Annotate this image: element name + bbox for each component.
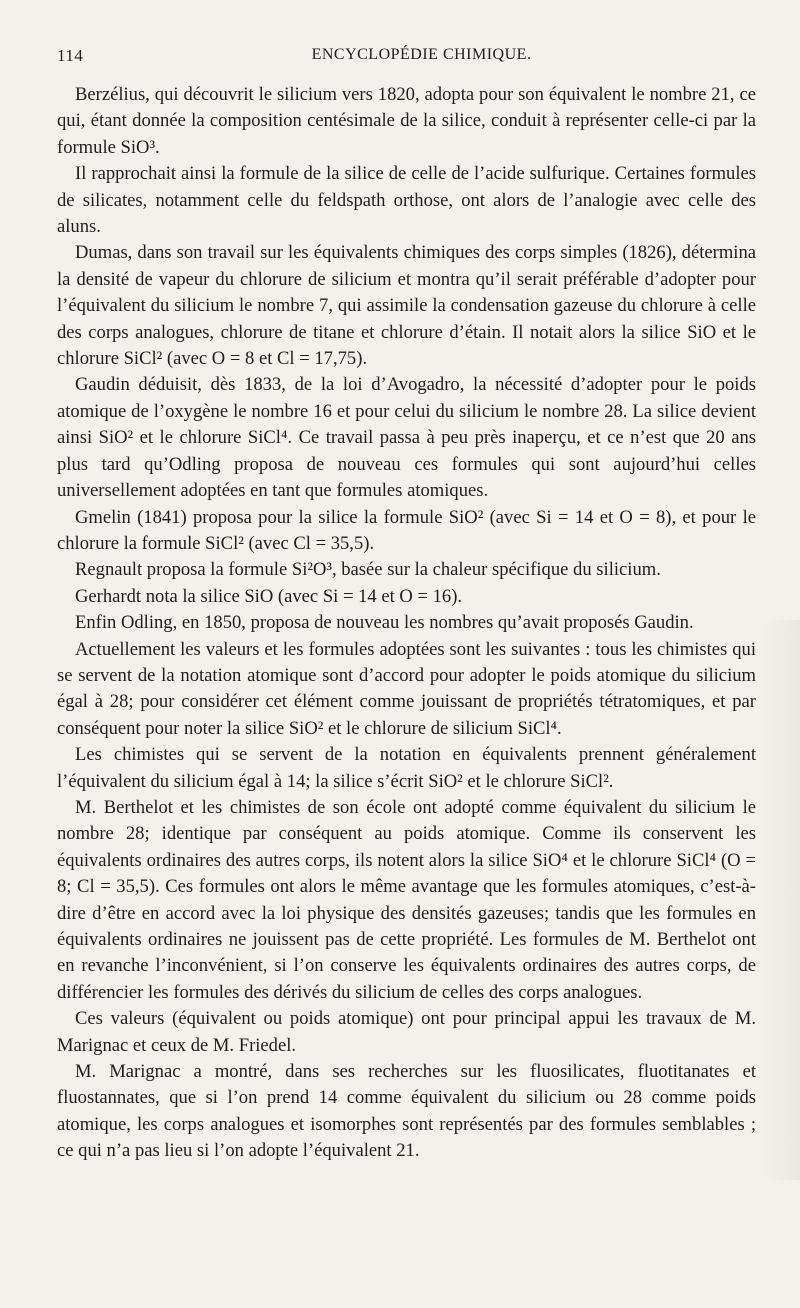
paragraph-gmelin: Gmelin (1841) proposa pour la silice la formule SiO² (avec Si = 14 et O = 8), et pour le chlorure la formule SiCl² (avec Cl = 35,5). [57,506,756,554]
paragraph-supporting-work: Ces valeurs (équivalent ou poids atomique) ont pour principal appui les travaux de M. Marignac et ceux de M. Friedel. [57,1008,756,1056]
page-edge-shadow [764,620,800,1180]
paragraph-sulfuric-analogy: Il rapprochait ainsi la formule de la silice de celle de l’acide sulfurique. Certaines formules de silicates, notamment celle du feldspath orthose, ont alors de l’analogie avec celle des aluns. [57,163,756,238]
paragraph-gaudin: Gaudin déduisit, dès 1833, de la loi d’Avogadro, la nécessité d’adopter pour le poids atomique de l’oxygène le nombre 16 et pour celui du silicium le nombre 28. La silice devient ainsi SiO² et le chlorure SiCl⁴. Ce travail passa à peu près inaperçu, et ce n’est que 20 ans plus tard qu’Odling proposa de nouveau ces formules qui sont aujourd’hui celles universellement adoptées en tant que formules atomiques. [57,374,756,502]
paragraph-berzelius: Berzélius, qui découvrit le silicium vers 1820, adopta pour son équivalent le nombre 21, ce qui, étant donnée la composition centésimale de la silice, conduit à représenter celle-ci par la formule SiO³. [57,84,756,158]
running-title: ENCYCLOPÉDIE CHIMIQUE. [311,46,532,63]
paragraph-regnault: Regnault proposa la formule Si²O³, basée sur la chaleur spécifique du silicium. [75,559,661,581]
paragraph-gerhardt: Gerhardt nota la silice SiO (avec Si = 14 et O = 16). [75,585,463,607]
page-number: 114 [57,46,84,65]
paragraph-current-values: Actuellement les valeurs et les formules adoptées sont les suivantes : tous les chimistes qui se servent de la notation atomique sont d’accord pour adopter le poids atomique du silicium égal à 28; pour considérer cet élément comme jouissant de propriétés tétratomiques, et par conséquent pour noter la silice SiO² et le chlorure de silicium SiCl⁴. [57,638,756,739]
paragraph-berthelot: M. Berthelot et les chimistes de son école ont adopté comme équivalent du silicium le nombre 28; identique par conséquent au poids atomique. Comme ils conservent les équivalents ordinaires des autres corps, ils notent alors la silice SiO⁴ et le chlorure SiCl⁴ (O = 8; Cl = 35,5). Ces formules ont alors le même avantage que les formules atomiques, c’est-à-dire d’être en accord avec la loi physique des densités gazeuses; tandis que les formules en équivalents ordinaires ne jouissent pas de cette propriété. Les formules de M. Berthelot ont en revanche l’inconvénient, si l’on conserve les équivalents ordinaires des autres corps, de différencier les formules des dérivés du silicium de celles des corps analogues. [57,796,756,1003]
paragraph-odling: Enfin Odling, en 1850, proposa de nouveau les nombres qu’avait proposés Gaudin. [75,612,694,634]
paragraph-equivalents: Les chimistes qui se servent de la notation en équivalents prennent généralement l’équivalent du silicium égal à 14; la silice s’écrit SiO² et le chlorure SiCl². [57,744,756,792]
body-text [57,82,756,1165]
page-header [57,44,756,72]
paragraph-dumas: Dumas, dans son travail sur les équivalents chimiques des corps simples (1826), détermina la densité de vapeur du chlorure de silicium et montra qu’il serait préférable d’adopter pour l’équivalent du silicium le nombre 7, qui assimile la condensation gazeuse du chlorure à celle des corps analogues, chlorure de titane et chlorure d’étain. Il notait alors la silice SiO et le chlorure SiCl² (avec O = 8 et Cl = 17,75). [57,242,756,370]
paragraph-marignac: M. Marignac a montré, dans ses recherches sur les fluosilicates, fluotitanates et fluostannates, que si l’on prend 14 comme équivalent du silicium ou 28 comme poids atomique, les corps analogues et isomorphes sont représentés par des formules semblables ; ce qui n’a pas lieu si l’on adopte l’équivalent 21. [57,1061,756,1162]
